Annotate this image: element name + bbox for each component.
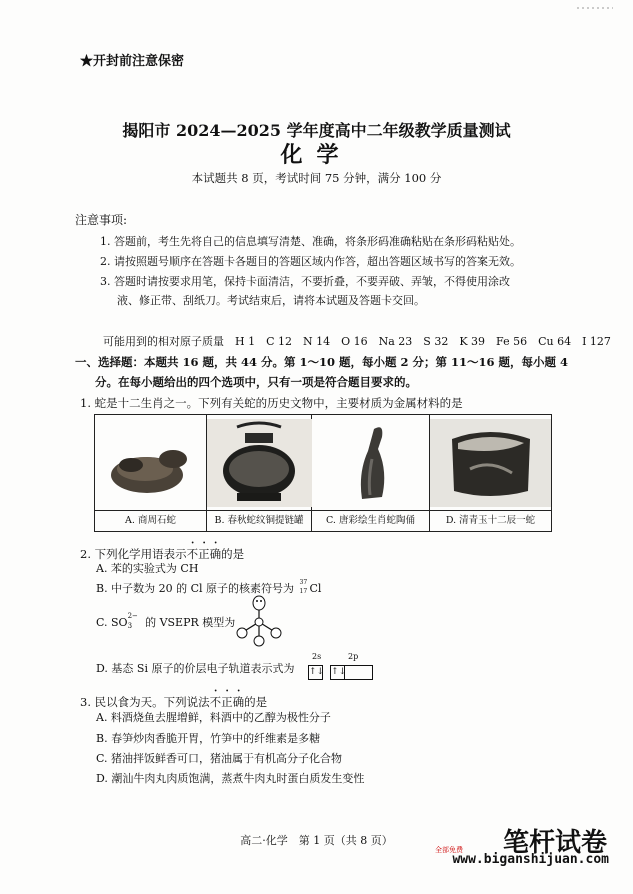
option-text: C. SO [96, 616, 128, 629]
note-item: 1. 答题前，考生先将自己的信息填写清楚、准确，将条形码准确粘贴在条形码粘贴处。 [100, 235, 521, 248]
confidential-label: ★开封前注意保密 [80, 54, 185, 69]
artifact-caption: C. 唐彩绘生肖蛇陶俑 [312, 510, 429, 531]
stem-text: 2. 下列化学用语表示 [80, 547, 187, 561]
ion-subscript: 3 [127, 622, 133, 630]
option-text: D. 基态 Si 原子的价层电子轨道表示式为 [96, 662, 295, 675]
pottery-snake-figure-image [312, 419, 430, 507]
orbital-label-2s: 2s [312, 652, 322, 661]
q2-option-a: A. 苯的实验式为 CH [96, 562, 199, 575]
ion-scripts [127, 612, 142, 630]
artifact-caption: A. 商周石蛇 [95, 510, 206, 531]
question-3-stem [80, 688, 267, 710]
emphasis-text: 不正确 [209, 695, 245, 709]
question-2-stem [80, 540, 244, 562]
q3-option-c: C. 猪油拌饭鲜香可口，猪油属于有机高分子化合物 [96, 752, 343, 765]
section-heading-cont: 分。在每小题给出的四个选项中，只有一项是符合题目要求的。 [95, 375, 417, 389]
atomic-masses: 可能用到的相对原子质量 H 1 C 12 N 14 O 16 Na 23 S 32 K 39 Fe 56 Cu 64 I 127 [103, 335, 611, 348]
mass-number: 37 [299, 579, 308, 586]
q3-option-a: A. 料酒烧鱼去腥增鲜，料酒中的乙醇为极性分子 [96, 711, 331, 724]
note-item: 液、修正带、刮纸刀。考试结束后，请将本试题及答题卡交回。 [117, 294, 425, 307]
bronze-jar-image [207, 419, 312, 507]
note-item: 2. 请按照题号顺序在答题卡各题目的答题区域内作答，超出答题区域书写的答案无效。 [100, 255, 521, 268]
q3-option-d: D. 潮汕牛肉丸肉质饱满，蒸煮牛肉丸时蛋白质发生变性 [96, 772, 365, 785]
orbital-label-2p: 2p [348, 652, 359, 661]
exam-title: 揭阳市 2024—2025 学年度高中二年级教学质量测试 [122, 121, 511, 140]
stone-snake-image [95, 419, 207, 507]
q2-option-c [96, 614, 235, 630]
section-heading: 一、选择题：本题共 16 题，共 44 分。第 1～10 题，每小题 2 分；第 11～16 题，每小题 4 [75, 355, 569, 369]
jade-snake-image [430, 419, 551, 507]
stem-text: 的是 [244, 695, 268, 709]
stem-text: 3. 民以食为天。下列说法 [80, 695, 210, 709]
nuclide-symbol [298, 579, 310, 596]
corner-mark [575, 4, 615, 12]
q2-option-d [96, 660, 294, 676]
q2-option-b [96, 580, 321, 596]
watermark-brand: 笔杆试卷 [502, 828, 607, 858]
notes-heading: 注意事项: [75, 213, 128, 227]
artifact-cell-d [430, 415, 551, 531]
artifact-caption: D. 清青玉十二辰一蛇 [430, 510, 551, 531]
orbital-box: ↑↓ [331, 667, 347, 677]
artifact-cell-c [312, 415, 430, 531]
element-symbol: Cl [309, 582, 322, 595]
note-item: 3. 答题时请按要求用笔，保持卡面清洁，不要折叠，不要弄破、弄皱，不得使用涂改 [100, 275, 510, 288]
q3-option-b: B. 春笋炒肉香脆开胃，竹笋中的纤维素是多糖 [96, 732, 321, 745]
orbital-diagram [308, 662, 373, 681]
vsepr-model-diagram [234, 595, 284, 647]
subject-title: 化学 [280, 142, 353, 168]
orbital-box: ↑↓ [309, 667, 325, 677]
artifact-cell-a [95, 415, 207, 531]
watermark-url[interactable]: www.biganshijuan.com [452, 852, 609, 867]
exam-info: 本试题共 8 页，考试时间 75 分钟，满分 100 分 [191, 171, 442, 185]
question-1-stem: 1. 蛇是十二生肖之一。下列有关蛇的历史文物中，主要材质为金属材料的是 [80, 396, 463, 410]
watermark-small-label: 全部免费 [435, 846, 463, 854]
ion-charge: 2− [127, 612, 138, 620]
artifact-cell-b [207, 415, 312, 531]
option-text: B. 中子数为 20 的 Cl 原子的核素符号为 [96, 582, 294, 595]
artifact-caption: B. 春秋蛇纹铜提链罐 [207, 510, 311, 531]
emphasis-text: 不正确 [186, 547, 222, 561]
orbital-2p [330, 665, 373, 680]
option-text: 的 VSEPR 模型为 [141, 616, 236, 629]
page-footer: 高二·化学 第 1 页（共 8 页） [240, 834, 393, 847]
stem-text: 的是 [221, 547, 245, 561]
atomic-number: 17 [299, 588, 308, 595]
artifact-table [94, 414, 552, 532]
orbital-2s [308, 665, 323, 680]
